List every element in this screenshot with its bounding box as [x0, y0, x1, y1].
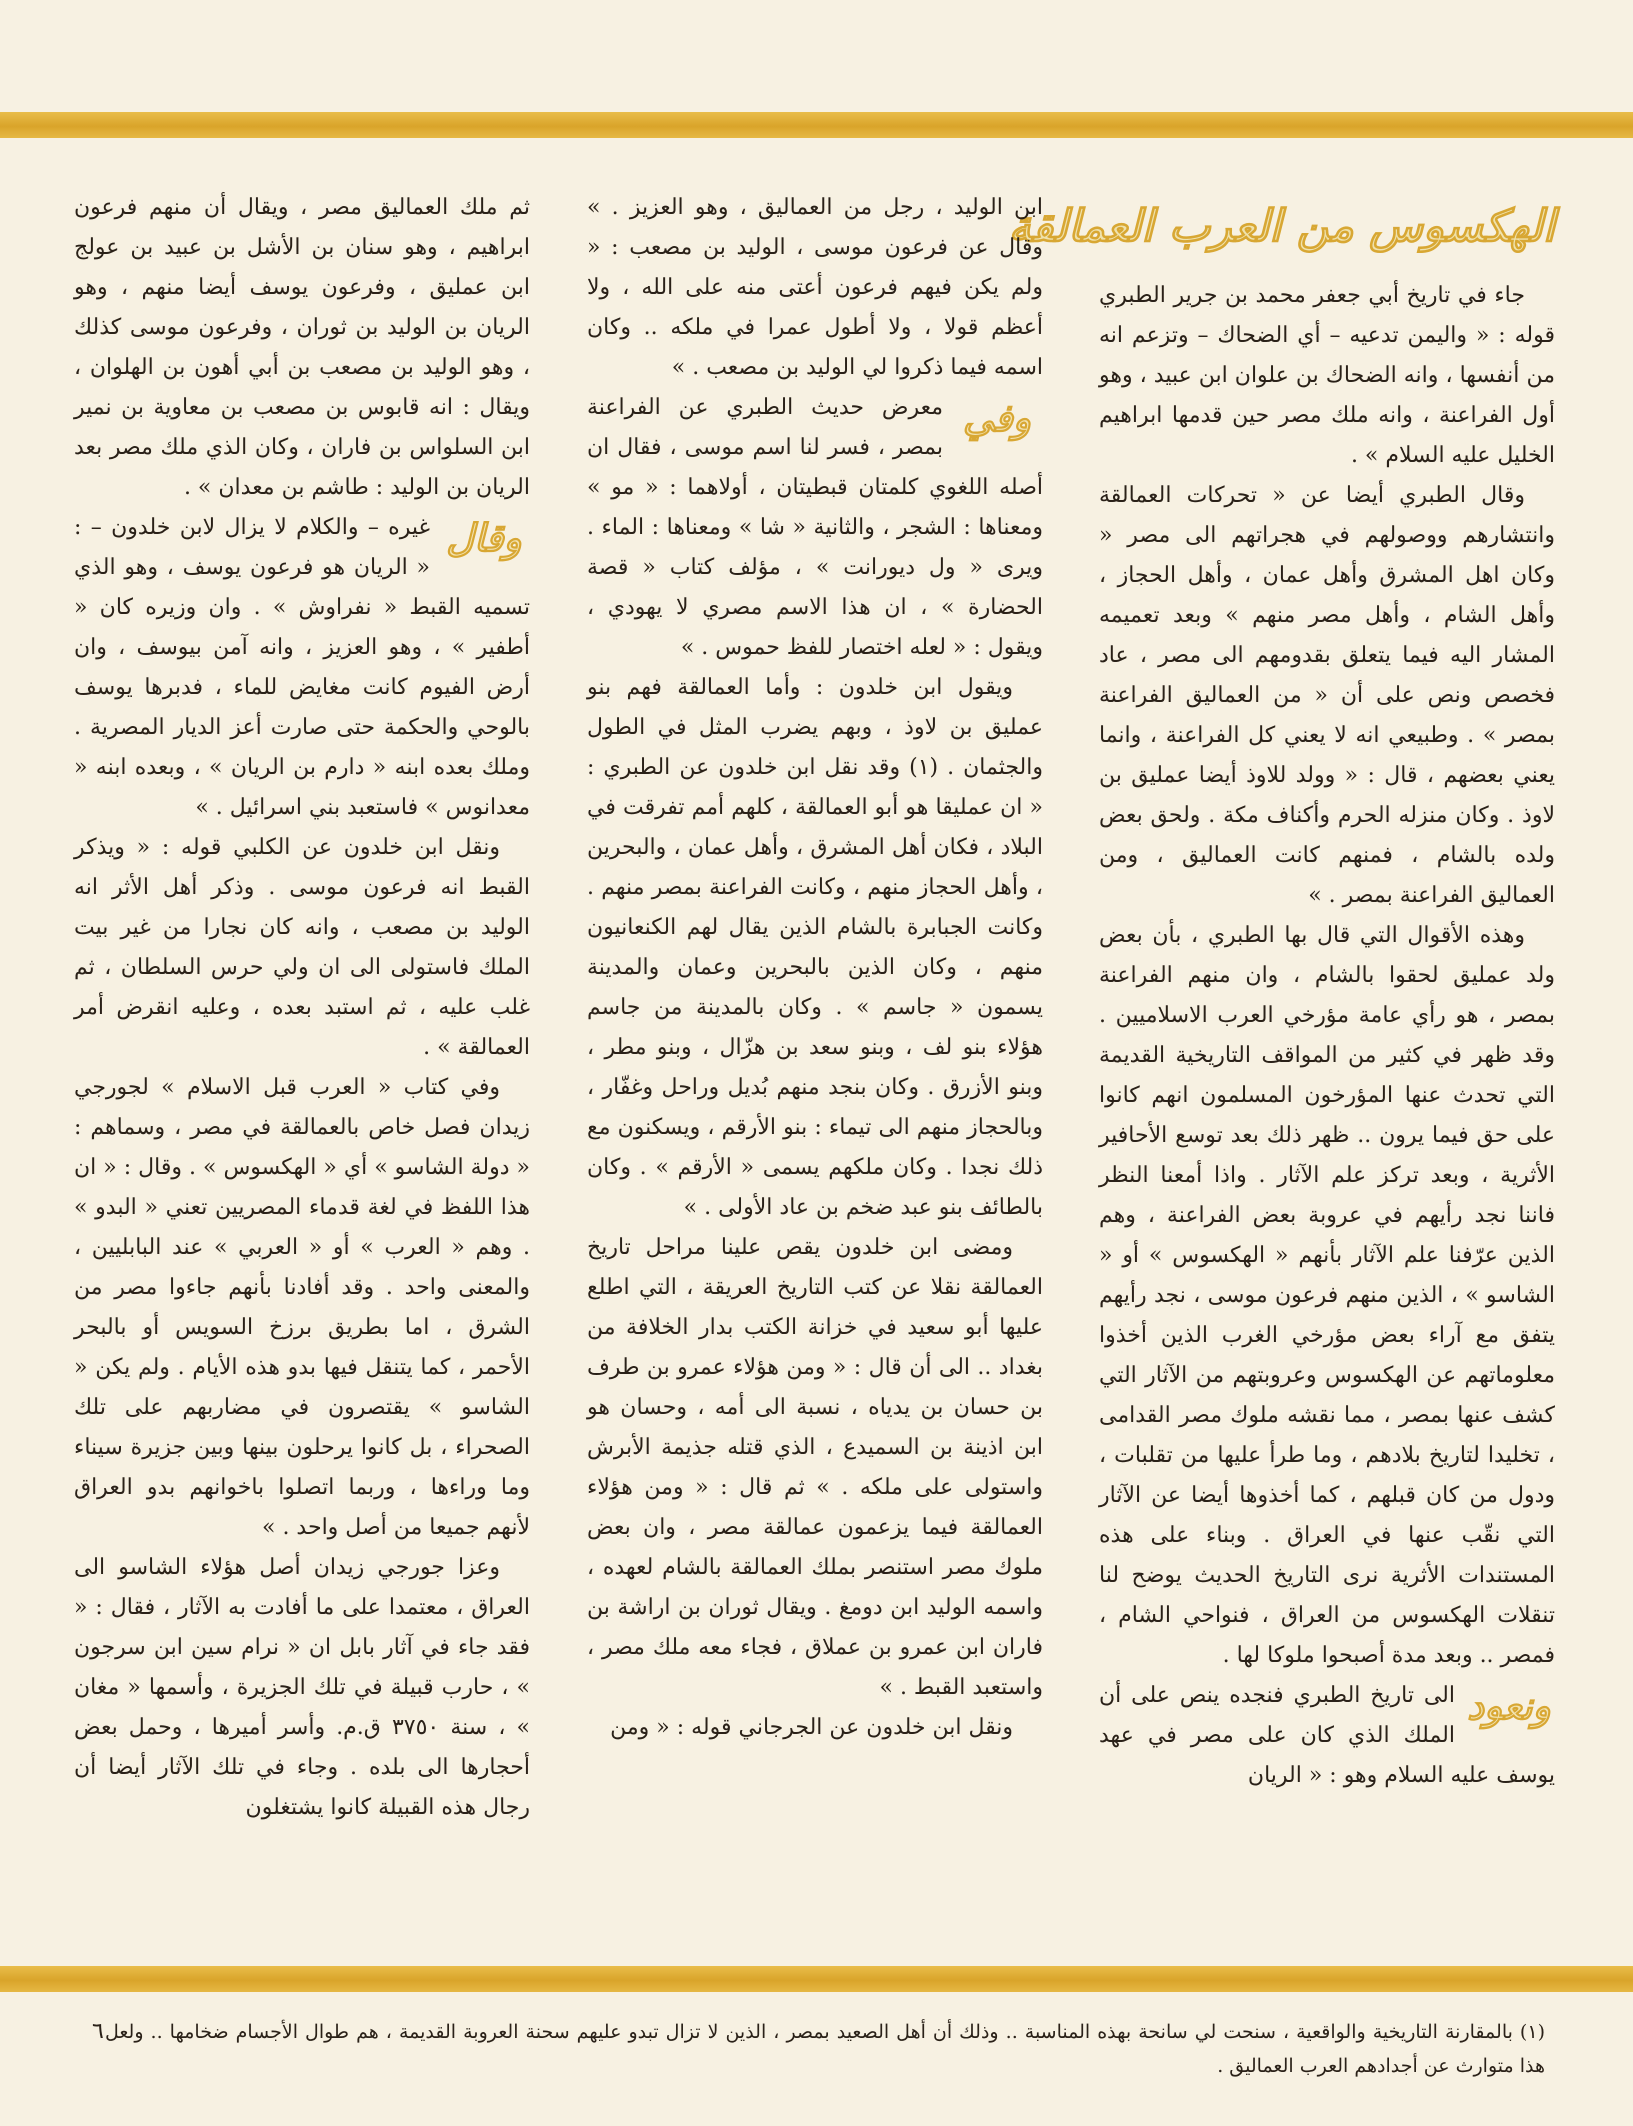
- column-right: [1008, 188, 1555, 1908]
- paragraph: ونقل ابن خلدون عن الكلبي قوله : « ويذكر القبط انه فرعون موسى . وذكر أهل الأثر انه الوليد بن مصعب ، وانه كان نجارا من غير بيت الملك فاستولى الى ان ولي حرس السلطان ، ثم غلب عليه ، ثم استبد بعده ، وعليه انقرض أمر العمالقة » .: [74, 835, 530, 1060]
- paragraph: ويقول ابن خلدون : وأما العمالقة فهم بنو عمليق بن لاوذ ، وبهم يضرب المثل في الطول والجثمان . (١) وقد نقل ابن خلدون عن الطبري : « ان عمليقا هو أبو العمالقة ، كلهم أمم تفرقت في البلاد ، فكان أهل المشرق ، وأهل عمان ، والبحرين ، وأهل الحجاز منهم ، وكانت الفراعنة بمصر منهم . وكانت الجبابرة بالشام الذين يقال لهم الكنعانيون منهم ، وكان الذين بالبحرين وعمان والمدينة يسمون « جاسم » . وكان بالمدينة من جاسم هؤلاء بنو لف ، وبنو سعد بن هزّال ، وبنو مطر ، وبنو الأزرق . وكان بنجد منهم بُديل وراحل وغفّار ، وبالحجاز منهم الى تيماء : بنو الأرقم ، ويسكنون مع ذلك نجدا . وكان ملكهم يسمى « الأرقم » . وكان بالطائف بنو عبد ضخم بن عاد الأولى . »: [587, 675, 1043, 1220]
- paragraph: وهذه الأقوال التي قال بها الطبري ، بأن بعض ولد عمليق لحقوا بالشام ، وان منهم الفراعنة بمصر ، هو رأي عامة مؤرخي العرب الاسلاميين . وقد ظهر في كثير من المواقف التاريخية القديمة التي تحدث عنها المؤرخون المسلمون انهم كانوا على حق فيما يرون .. ظهر ذلك بعد توسع الأحافير الأثرية ، وبعد تركز علم الآثار . واذا أمعنا النظر فاننا نجد رأيهم في عروبة بعض الفراعنة ، وهم الذين عرّفنا علم الآثار بأنهم « الهكسوس » أو « الشاسو » ، الذين منهم فرعون موسى ، نجد رأيهم يتفق مع آراء بعض مؤرخي الغرب الذين أخذوا معلوماتهم عن الهكسوس وعروبتهم من الآثار التي كشف عنها بمصر ، مما نقشه ملوك مصر القدامى ، تخليدا لتاريخ بلادهم ، وما طرأ عليها من تقلبات ، ودول من كان قبلهم ، كما أخذوها أيضا عن الآثار التي نقّب عنها في العراق . وبناء على هذه المستندات الأثرية نرى التاريخ الحديث يوضح لنا تنقلات الهكسوس من العراق ، فنواحي الشام ، فمصر .. وبعد مدة أصبحوا ملوكا لها .: [1099, 923, 1555, 1668]
- decorative-dropcap: وفي: [962, 395, 1032, 440]
- paragraph: ونقل ابن خلدون عن الجرجاني قوله : « ومن: [610, 1715, 1013, 1740]
- paragraph: جاء في تاريخ أبي جعفر محمد بن جرير الطبري قوله : « واليمن تدعيه – أي الضحاك – وتزعم انه من أنفسها ، وانه الضحاك بن علوان ابن عبيد ، وهو أول الفراعنة ، وانه ملك مصر حين قدمها ابراهيم الخليل عليه السلام » .: [1099, 283, 1555, 468]
- decorative-dropcap: وقال: [446, 515, 522, 560]
- paragraph: غيره – والكلام لا يزال لابن خلدون – : « الريان هو فرعون يوسف ، وهو الذي تسميه القبط « نفراوش » . وان وزيره كان « أطفير » ، وهو العزيز ، وانه آمن بيوسف ، وان أرض الفيوم كانت مغايض للماء ، فدبرها يوسف بالوحي والحكمة حتى صارت أعز الديار المصرية . وملك بعده ابنه « دارم بن الريان » ، وبعده ابنه « معدانوس » فاستعبد بني اسرائيل . »: [74, 515, 530, 820]
- paragraph: وفي كتاب « العرب قبل الاسلام » لجورجي زيدان فصل خاص بالعمالقة في مصر ، وسماهم : « دولة الشاسو » أي « الهكسوس » . وقال : « ان هذا اللفظ في لغة قدماء المصريين تعني « البدو » . وهم « العرب » أو « العربي » عند البابليين ، والمعنى واحد . وقد أفادنا بأنهم جاءوا مصر من الشرق ، اما بطريق برزخ السويس أو بالبحر الأحمر ، كما يتنقل فيها بدو هذه الأيام . ولم يكن « الشاسو » يقتصرون في مضاربهم على تلك الصحراء ، بل كانوا يرحلون بينها وبين جزيرة سيناء وما وراءها ، وربما اتصلوا باخوانهم بدو العراق لأنهم جميعا من أصل واحد . »: [74, 1075, 530, 1540]
- column-left: [74, 188, 530, 1908]
- paragraph: وقال الطبري أيضا عن « تحركات العمالقة وانتشارهم ووصولهم في هجراتهم الى مصر « وكان اهل المشرق وأهل عمان ، وأهل الحجاز ، وأهل الشام ، وأهل مصر منهم » وبعد تعميمه المشار اليه فيما يتعلق بقدومهم الى مصر ، عاد فخصص ونص على أن « من العماليق الفراعنة بمصر » . وطبيعي انه لا يعني كل الفراعنة ، وانما يعني بعضهم ، قال : « وولد للاوذ أيضا عمليق بن لاوذ . وكان منزله الحرم وأكناف مكة . ولحق بعض ولده بالشام ، فمنهم كانت العماليق ، ومن العماليق الفراعنة بمصر . »: [1099, 483, 1555, 908]
- footnote: (١) بالمقارنة التاريخية والواقعية ، سنحت لي سانحة بهذه المناسبة .. وذلك أن أهل الصعيد بمصر ، الذين لا تزال تبدو عليهم سحنة العروبة القديمة ، هم طوال الأجسام ضخامها .. ولعل هذا متوارث عن أجدادهم العرب العماليق .: [105, 2021, 1545, 2077]
- paragraph: ثم ملك العماليق مصر ، ويقال أن منهم فرعون ابراهيم ، وهو سنان بن الأشل بن عبيد بن عولج ابن عمليق ، وفرعون يوسف أيضا منهم ، وهو الريان بن الوليد بن ثوران ، وفرعون موسى كذلك ، وهو الوليد بن مصعب بن أبي أهون بن الهلوان ، ويقال : انه قابوس بن مصعب بن معاوية بن نمير ابن السلواس بن فاران ، وكان الذي ملك مصر بعد الريان بن الوليد : طاشم بن معدان » .: [74, 195, 530, 500]
- paragraph: ومضى ابن خلدون يقص علينا مراحل تاريخ العمالقة نقلا عن كتب التاريخ العريقة ، التي اطلع عليها أبو سعيد في خزانة الكتب بدار الخلافة من بغداد .. الى أن قال : « ومن هؤلاء عمرو بن طرف بن حسان بن يدياه ، نسبة الى أمه ، وحسان هو ابن اذينة بن السميدع ، الذي قتله جذيمة الأبرش واستولى على ملكه . » ثم قال : « ومن هؤلاء العمالقة فيما يزعمون عمالقة مصر ، وان بعض ملوك مصر استنصر بملك العمالقة بالشام لعهده ، واسمه الوليد ابن دومغ . ويقال ثوران بن اراشة بن فاران ابن عمرو بن عملاق ، فجاء معه ملك مصر ، واستعبد القبط . »: [587, 1235, 1043, 1700]
- page-number: ٦: [92, 2019, 104, 2044]
- paragraph: وعزا جورجي زيدان أصل هؤلاء الشاسو الى العراق ، معتمدا على ما أفادت به الآثار ، فقال : « فقد جاء في آثار بابل ان « نرام سين ابن سرجون » ، حارب قبيلة في تلك الجزيرة ، وأسمها « مغان » ، سنة ٣٧٥٠ ق.م. وأسر أميرها ، وحمل بعض أحجارها الى بلده . وجاء في تلك الآثار أيضا أن رجال هذه القبيلة كانوا يشتغلون: [74, 1555, 530, 1820]
- paragraph: ابن الوليد ، رجل من العماليق ، وهو العزيز . » وقال عن فرعون موسى ، الوليد بن مصعب : « ولم يكن فيهم فرعون أعتى منه على الله ، ولا أعظم قولا ، ولا أطول عمرا في ملكه .. وكان اسمه فيما ذكروا لي الوليد بن مصعب . »: [587, 195, 1043, 380]
- decorative-dropcap: ونعود: [1467, 1683, 1551, 1728]
- article-title: الهكسوس من العرب العمالقة: [1008, 201, 1555, 252]
- column-middle: [587, 188, 1043, 1908]
- paragraph: الى تاريخ الطبري فنجده ينص على أن الملك الذي كان على مصر في عهد يوسف عليه السلام وهو : « الريان: [1099, 1683, 1555, 1788]
- paragraph: معرض حديث الطبري عن الفراعنة بمصر ، فسر لنا اسم موسى ، فقال ان أصله اللغوي كلمتان قبطيتان ، أولاهما : « مو » ومعناها : الشجر ، والثانية « شا » ومعناها : الماء . ويرى « ول ديورانت » ، مؤلف كتاب « قصة الحضارة » ، ان هذا الاسم مصري لا يهودي ، ويقول : « لعله اختصار للفظ حموس . »: [587, 395, 1043, 660]
